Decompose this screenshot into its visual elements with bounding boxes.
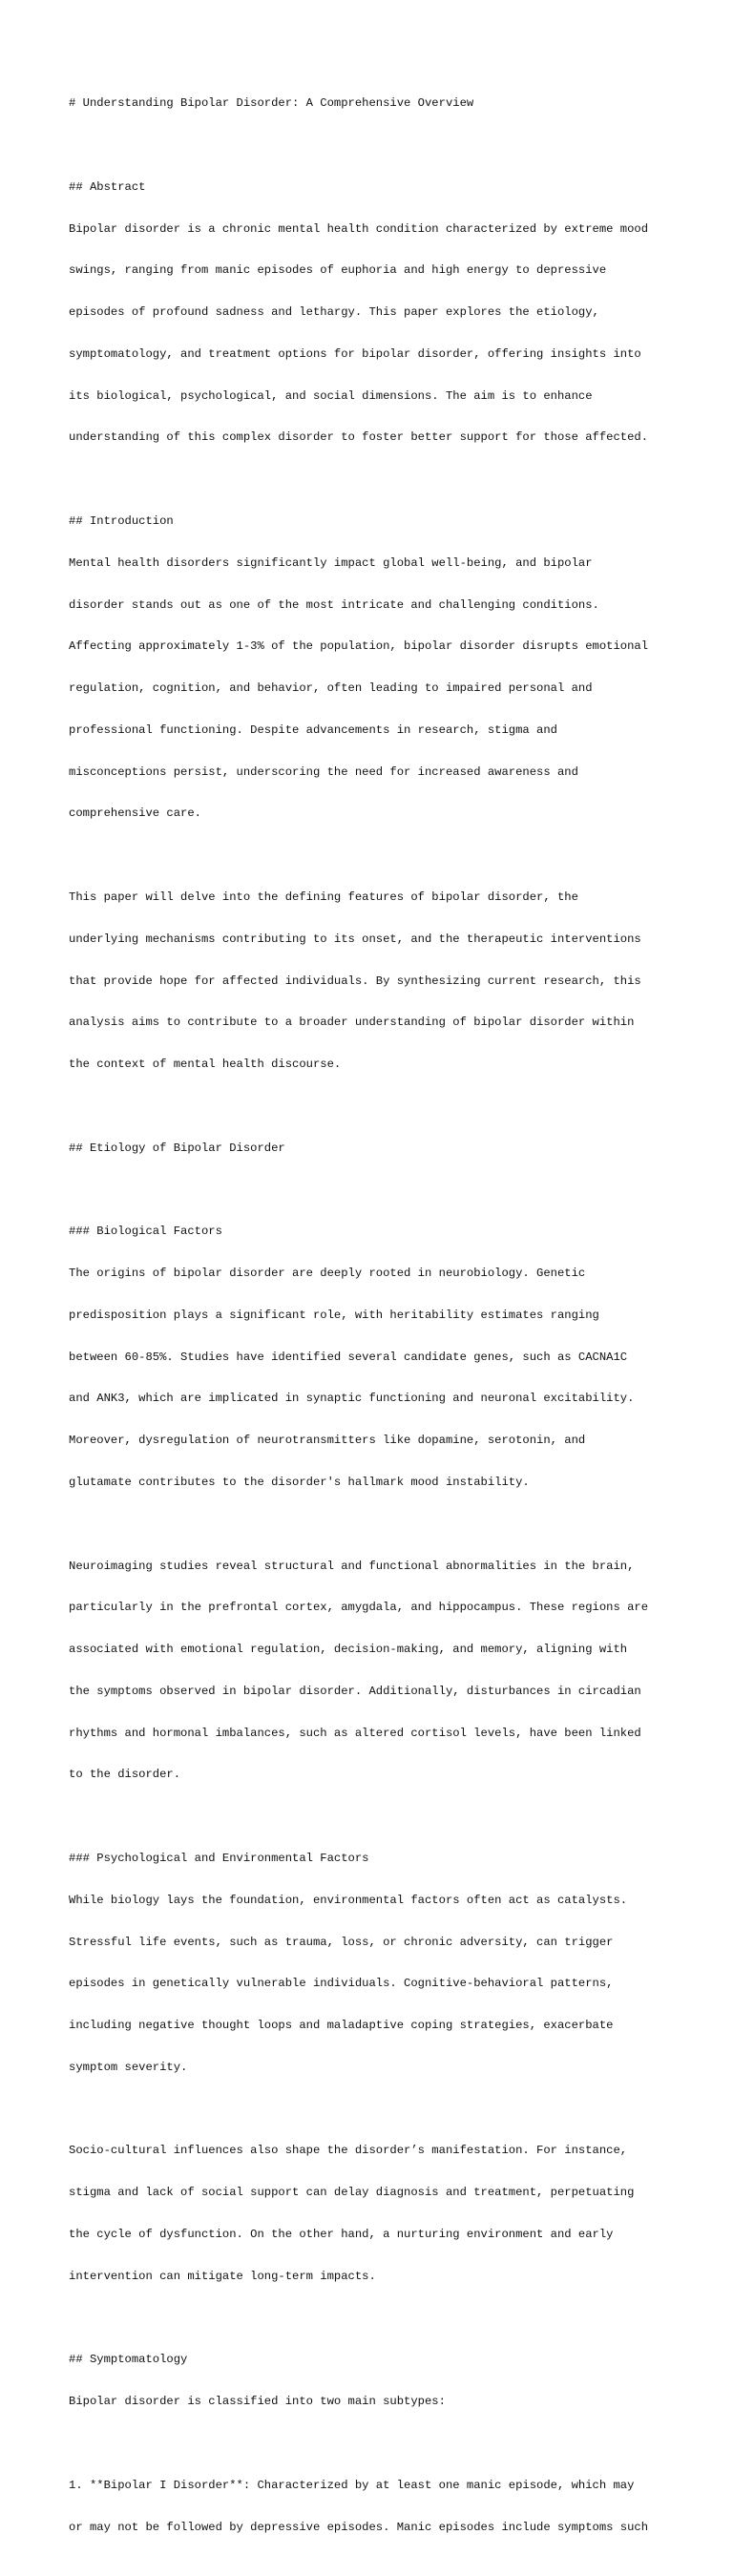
psychological-factors-paragraph-2 [69,2116,680,2311]
text-line: professional functioning. Despite advancements in research, stigma and [69,723,557,737]
text-line: regulation, cognition, and behavior, often leading to impaired personal and [69,681,593,696]
text-line: rhythms and hormonal imbalances, such as altered cortisol levels, have been linked [69,1726,641,1740]
text-line: to the disorder. [69,1768,181,1782]
text-line: analysis aims to contribute to a broader understanding of bipolar disorder within [69,1016,635,1030]
text-line: the cycle of dysfunction. On the other hand, a nurturing environment and early [69,2228,614,2242]
text-line: While biology lays the foundation, environmental factors often act as catalysts. [69,1893,628,1907]
text-line: intervention can mitigate long-term impacts. [69,2269,376,2283]
text-line: comprehensive care. [69,806,201,821]
text-line: particularly in the prefrontal cortex, amygdala, and hippocampus. These regions are [69,1601,649,1615]
text-line: Bipolar disorder is classified into two main subtypes: [69,2395,446,2409]
symptomatology-heading: ## Symptomatology [69,2353,188,2367]
biological-factors-section [69,1197,680,1518]
text-line: associated with emotional regulation, decision-making, and memory, aligning with [69,1643,628,1657]
text-line: Mental health disorders significantly impact global well-being, and bipolar [69,555,593,570]
biological-factors-heading: ### Biological Factors [69,1225,222,1239]
etiology-heading-block [69,1114,680,1183]
text-line: 1. **Bipolar I Disorder**: Characterized by at least one manic episode, which may [69,2478,635,2492]
symptomatology-section [69,2325,680,2437]
text-line: understanding of this complex disorder to foster better support for those affected. [69,430,649,445]
biological-factors-paragraph-2 [69,1531,680,1810]
psychological-factors-section [69,1824,680,2103]
introduction-section [69,487,680,848]
text-line: Bipolar disorder is a chronic mental health condition characterized by extreme mood [69,221,649,236]
text-line: that provide hope for affected individuals. By synthesizing current research, this [69,974,641,988]
text-line: disorder stands out as one of the most intricate and challenging conditions. [69,597,599,612]
introduction-paragraph-2 [69,863,680,1100]
text-line: underlying mechanisms contributing to its onset, and the therapeutic interventions [69,932,641,946]
text-line: glutamate contributes to the disorder's hallmark mood instability. [69,1475,530,1489]
text-line: including negative thought loops and maladaptive coping strategies, exacerbate [69,2019,614,2033]
psychological-factors-heading: ### Psychological and Environmental Factors [69,1852,369,1865]
etiology-heading: ## Etiology of Bipolar Disorder [69,1141,285,1155]
title-line: # Understanding Bipolar Disorder: A Comprehensive Overview [69,96,474,111]
text-line: stigma and lack of social support can delay diagnosis and treatment, perpetuating [69,2186,635,2200]
text-line: Socio-cultural influences also shape the disorder’s manifestation. For instance, [69,2144,628,2158]
text-line: Neuroimaging studies reveal structural and functional abnormalities in the brain, [69,1559,635,1573]
text-line: This paper will delve into the defining features of bipolar disorder, the [69,890,578,905]
text-line: The origins of bipolar disorder are deeply rooted in neurobiology. Genetic [69,1267,586,1281]
document-title [69,69,680,138]
text-line: the context of mental health discourse. [69,1058,342,1072]
text-line: Moreover, dysregulation of neurotransmitters like dopamine, serotonin, and [69,1434,586,1448]
introduction-heading: ## Introduction [69,514,174,528]
text-line: or may not be followed by depressive episodes. Manic episodes include symptoms such [69,2520,649,2534]
text-line: Affecting approximately 1-3% of the population, bipolar disorder disrupts emotional [69,639,649,654]
text-line: episodes of profound sadness and lethargy. This paper explores the etiology, [69,305,599,320]
text-line: Stressful life events, such as trauma, loss, or chronic adversity, can trigger [69,1935,614,1949]
text-line: episodes in genetically vulnerable individuals. Cognitive-behavioral patterns, [69,1977,614,1991]
text-line: symptom severity. [69,2060,188,2074]
text-line: between 60-85%. Studies have identified several candidate genes, such as CACNA1C [69,1350,628,1364]
document-page [69,69,680,2576]
text-line: swings, ranging from manic episodes of euphoria and high energy to depressive [69,263,607,278]
text-line: the symptoms observed in bipolar disorder. Additionally, disturbances in circadian [69,1684,641,1698]
symptomatology-list-item-1 [69,2451,680,2563]
abstract-section [69,153,680,473]
text-line: and ANK3, which are implicated in synaptic functioning and neuronal excitability. [69,1392,635,1406]
text-line: symptomatology, and treatment options for bipolar disorder, offering insights into [69,346,641,361]
abstract-heading: ## Abstract [69,179,146,194]
text-line: misconceptions persist, underscoring the need for increased awareness and [69,764,578,779]
text-line: predisposition plays a significant role, with heritability estimates ranging [69,1308,599,1322]
text-line: its biological, psychological, and social dimensions. The aim is to enhance [69,388,593,403]
